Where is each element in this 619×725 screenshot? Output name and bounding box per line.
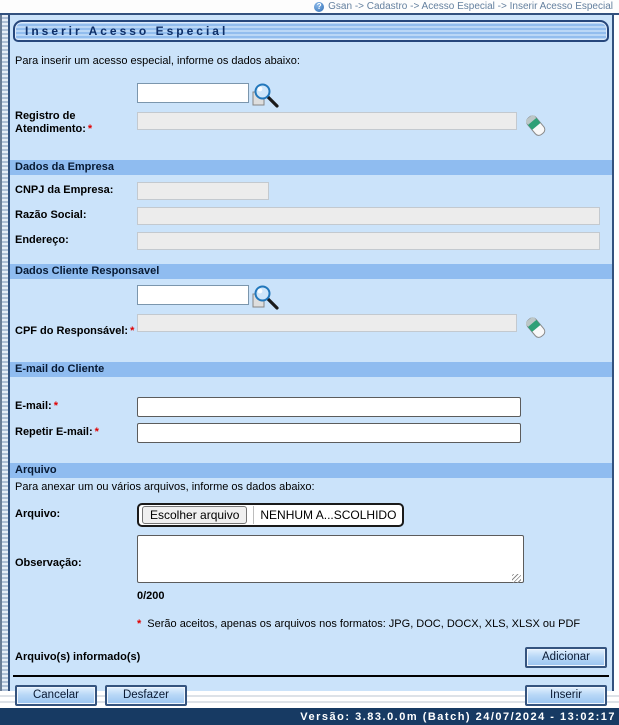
endereco-row xyxy=(10,232,612,250)
choose-file-button[interactable]: Escolher arquivo xyxy=(142,506,247,524)
cnpj-row xyxy=(10,182,612,200)
file-input[interactable] xyxy=(137,503,404,527)
arquivos-informados-row xyxy=(10,647,612,668)
cpf-label: CPF do Responsável: * xyxy=(15,325,135,338)
left-rail-decoration xyxy=(0,15,10,691)
cpf-clear-button[interactable] xyxy=(524,314,549,342)
endereco-value xyxy=(137,232,600,250)
required-marker: * xyxy=(130,325,135,338)
cpf-input[interactable] xyxy=(137,285,249,305)
form-content xyxy=(10,15,614,702)
section-header-cliente-responsavel: Dados Cliente Responsavel xyxy=(10,264,612,279)
observacao-label: Observação: xyxy=(15,557,82,569)
registro-atendimento-display xyxy=(137,112,517,130)
formats-note-text: Serão aceitos, apenas os arquivos nos formatos: JPG, DOC, DOCX, XLS, XLSX ou PDF xyxy=(147,618,581,630)
section-header-email: E-mail do Cliente xyxy=(10,362,612,377)
observacao-row xyxy=(10,535,612,588)
eraser-icon xyxy=(524,128,549,143)
inserir-button[interactable]: Inserir xyxy=(525,685,607,706)
formats-note-row xyxy=(10,617,612,632)
help-icon[interactable]: ? xyxy=(314,2,324,12)
arquivo-label: Arquivo: xyxy=(15,508,61,521)
cpf-display xyxy=(137,314,517,332)
divider-line xyxy=(13,675,609,677)
required-marker: * xyxy=(53,400,58,413)
footer-bar xyxy=(0,708,619,725)
search-icon xyxy=(252,96,279,111)
cnpj-label: CNPJ da Empresa: xyxy=(15,184,114,197)
section-header-arquivo: Arquivo xyxy=(10,463,612,478)
repetir-email-row xyxy=(10,423,612,443)
desfazer-button[interactable]: Desfazer xyxy=(105,685,187,706)
endereco-label: Endereço: xyxy=(15,234,69,247)
form-frame xyxy=(0,13,619,702)
repetir-email-label: Repetir E-mail: * xyxy=(15,426,99,439)
repetir-email-input[interactable] xyxy=(137,423,521,443)
eraser-icon xyxy=(524,330,549,345)
cpf-search-button[interactable] xyxy=(252,285,279,310)
page-title: Inserir Acesso Especial xyxy=(25,24,229,38)
actions-row xyxy=(10,685,612,706)
breadcrumb: Gsan -> Cadastro -> Acesso Especial -> Inserir Acesso Especial xyxy=(328,1,613,12)
required-marker: * xyxy=(137,618,142,631)
observacao-textarea[interactable] xyxy=(137,535,524,583)
email-row xyxy=(10,397,612,417)
required-marker: * xyxy=(87,123,93,136)
arquivos-informados-label: Arquivo(s) informado(s) xyxy=(15,651,141,664)
registro-search-button[interactable] xyxy=(252,83,279,108)
file-status-text: NENHUM A...SCOLHIDO xyxy=(253,506,396,524)
breadcrumb-bar xyxy=(0,0,619,13)
cpf-row xyxy=(10,285,612,342)
razao-social-value xyxy=(137,207,600,225)
registro-atendimento-label: Registro de Atendimento: * xyxy=(15,109,93,136)
email-input[interactable] xyxy=(137,397,521,417)
registro-atendimento-input[interactable] xyxy=(137,83,249,103)
page-title-bar xyxy=(13,20,609,42)
form-intro-text: Para inserir um acesso especial, informe os dados abaixo: xyxy=(15,55,300,67)
razao-social-row xyxy=(10,207,612,225)
email-label: E-mail: * xyxy=(15,400,58,413)
registro-clear-button[interactable] xyxy=(524,112,549,140)
adicionar-button[interactable]: Adicionar xyxy=(525,647,607,668)
observacao-char-counter: 0/200 xyxy=(137,590,165,602)
section-header-empresa: Dados da Empresa xyxy=(10,160,612,175)
cancelar-button[interactable]: Cancelar xyxy=(15,685,97,706)
required-marker: * xyxy=(94,426,99,439)
arquivo-intro-text: Para anexar um ou vários arquivos, informe os dados abaixo: xyxy=(15,481,315,493)
search-icon xyxy=(252,298,279,313)
arquivo-file-row xyxy=(10,503,612,527)
cnpj-value xyxy=(137,182,269,200)
razao-social-label: Razão Social: xyxy=(15,209,87,222)
registro-atendimento-row xyxy=(10,83,612,140)
right-gap-decoration xyxy=(614,15,619,691)
version-text: Versão: 3.83.0.0m (Batch) 24/07/2024 - 13:02:17 xyxy=(300,710,616,723)
actions-spacer xyxy=(195,685,517,706)
